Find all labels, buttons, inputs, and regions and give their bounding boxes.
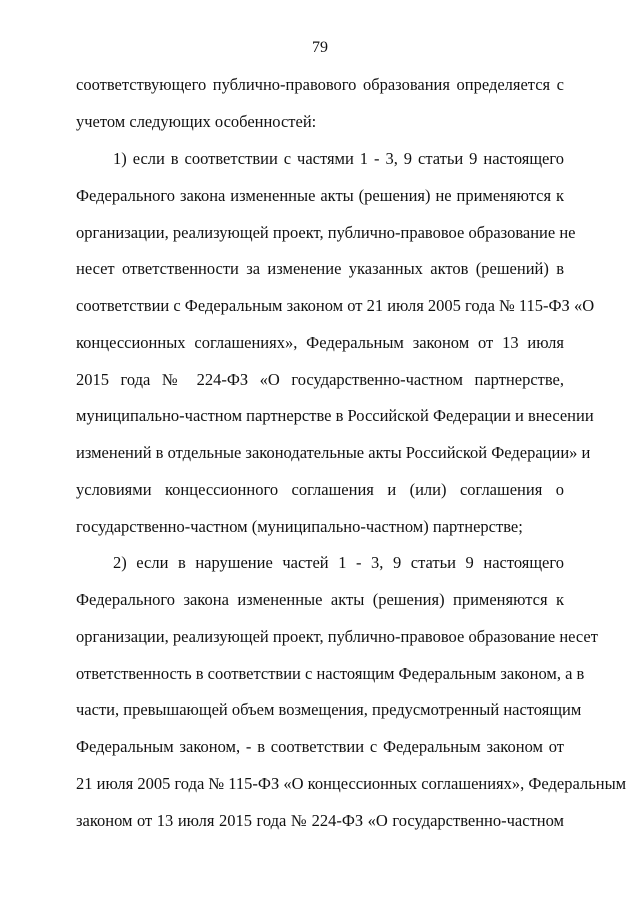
text-line: условиями концессионного соглашения и (или) соглашения о — [76, 480, 564, 499]
text-line: муниципально-частном партнерстве в Российской Федерации и внесении — [76, 406, 594, 425]
paragraph-first-line: 1) если в соответствии с частями 1 - 3, 9 статьи 9 настоящего — [113, 149, 564, 168]
text-line: государственно-частном (муниципально-частном) партнерстве; — [76, 517, 523, 536]
text-line: соответствующего публично-правового образования определяется с — [76, 75, 564, 94]
text-line: 21 июля 2005 года № 115-ФЗ «О концессионных соглашениях», Федеральным — [76, 774, 627, 793]
paragraph-first-line: 2) если в нарушение частей 1 - 3, 9 статьи 9 настоящего — [113, 553, 564, 572]
text-line: Федеральным законом, - в соответствии с Федеральным законом от — [76, 737, 564, 756]
text-line: учетом следующих особенностей: — [76, 112, 317, 131]
text-line: изменений в отдельные законодательные акты Российской Федерации» и — [76, 443, 591, 462]
text-line: несет ответственности за изменение указанных актов (решений) в — [76, 259, 564, 278]
page-number: 79 — [312, 39, 328, 56]
text-line: части, превышающей объем возмещения, предусмотренный настоящим — [76, 700, 582, 719]
text-line: Федерального закона измененные акты (решения) не применяются к — [76, 186, 564, 205]
text-line: организации, реализующей проект, публично-правовое образование не — [76, 223, 576, 242]
text-line: Федерального закона измененные акты (решения) применяются к — [76, 590, 564, 609]
text-line: организации, реализующей проект, публично-правовое образование несет — [76, 627, 598, 646]
text-line: концессионных соглашениях», Федеральным законом от 13 июля — [76, 333, 564, 352]
text-line: законом от 13 июля 2015 года № 224-ФЗ «О государственно-частном — [76, 811, 564, 830]
text-line: ответственность в соответствии с настоящим Федеральным законом, а в — [76, 664, 585, 683]
text-line: 2015 года № 224-ФЗ «О государственно-частном партнерстве, — [76, 370, 564, 389]
text-line: соответствии с Федеральным законом от 21 июля 2005 года № 115-ФЗ «О — [76, 296, 595, 315]
